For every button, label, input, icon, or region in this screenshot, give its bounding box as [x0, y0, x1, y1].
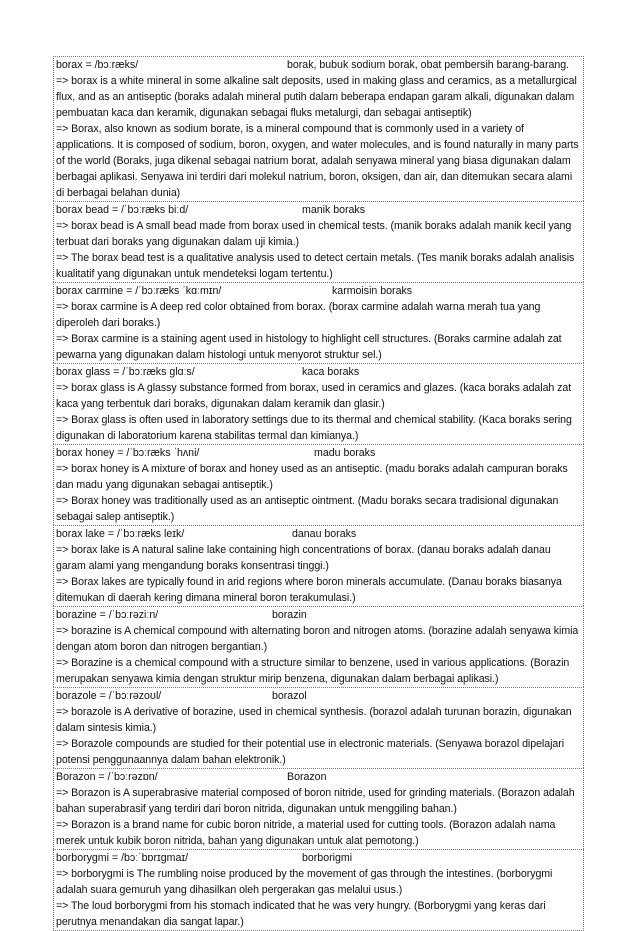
entry-definition: => Borax, also known as sodium borate, is a mineral compound that is commonly used in a variety of applications. It is composed of sodium, boron, oxygen, and water molecules, and is found naturally in many parts of the world (Boraks, juga dikenal sebagai natrium borat, adalah senyawa mineral yang biasa digunakan dalam berbagai aplikasi. Senyawa ini terdiri dari molekul natrium, boron, oksigen, dan air, dan ditemukan secara alami di berbagai belahan dunia)	[56, 123, 579, 199]
entry-definition: => borax honey is A mixture of borax and honey used as an antiseptic. (madu boraks adalah campuran boraks dan madu yang digunakan sebagai antiseptik.)	[56, 463, 568, 491]
entry-term: borax honey = /ˈbɔːræks ˈhʌni/	[56, 447, 200, 459]
entry-header	[56, 607, 582, 623]
entry-header	[56, 769, 582, 785]
entry-header	[56, 850, 582, 866]
entry-translation: borak, bubuk sodium borak, obat pembersih barang-barang.	[287, 59, 570, 71]
entry-term: borazole = /ˈbɔːrəzoʊl/	[56, 690, 162, 702]
entry-definition: => Borazon is A superabrasive material composed of boron nitride, used for grinding materials. (Borazon adalah bahan superabrasif yang terdiri dari boron nitrida, digunakan untuk menggiling bahan.)	[56, 787, 575, 815]
dictionary-entry	[53, 606, 584, 687]
entry-translation: borborigmi	[302, 852, 353, 864]
entry-definition: => Borax carmine is a staining agent used in histology to highlight cell structures. (Boraks carmine adalah zat pewarna yang digunakan dalam histologi untuk menyorot struktur sel.)	[56, 333, 562, 361]
entry-header	[56, 283, 582, 299]
entry-definition: => borazine is A chemical compound with alternating boron and nitrogen atoms. (borazine adalah senyawa kimia dengan atom boron dan nitrogen bergantian.)	[56, 625, 579, 653]
entry-term: borax carmine = /ˈbɔːræks ˈkɑːmɪn/	[56, 285, 222, 297]
entry-definition: => Borax lakes are typically found in arid regions where boron minerals accumulate. (Danau boraks biasanya ditemukan di daerah kering dimana mineral boron terakumulasi.)	[56, 576, 562, 604]
entry-term: borax = /bɔːræks/	[56, 59, 139, 71]
entry-definition: => borborygmi is The rumbling noise produced by the movement of gas through the intestines. (borborygmi adalah suara gemuruh yang dihasilkan oleh pergerakan gas melalui usus.)	[56, 868, 553, 896]
entry-translation: karmoisin boraks	[332, 285, 413, 297]
entry-translation: madu boraks	[314, 447, 376, 459]
dictionary-entry	[53, 363, 584, 444]
entry-translation: kaca boraks	[302, 366, 360, 378]
dictionary-entry	[53, 444, 584, 525]
entry-translation: borazol	[272, 690, 307, 702]
dictionary-entries	[53, 56, 584, 931]
entry-definition: => Borax glass is often used in laboratory settings due to its thermal and chemical stability. (Kaca boraks sering digunakan di laboratorium karena stabilitas termal dan kimianya.)	[56, 414, 572, 442]
dictionary-entry	[53, 768, 584, 849]
entry-header	[56, 202, 582, 218]
entry-term: borax glass = /ˈbɔːræks glɑːs/	[56, 366, 195, 378]
entry-term: borborygmi = /bɔːˈbɒrɪgmaɪ/	[56, 852, 189, 864]
entry-definition: => borax lake is A natural saline lake containing high concentrations of borax. (danau boraks adalah danau garam alami yang mengandung boraks konsentrasi tinggi.)	[56, 544, 551, 572]
entry-translation: danau boraks	[292, 528, 357, 540]
entry-definition: => Borazine is a chemical compound with a structure similar to benzene, used in various applications. (Borazin merupakan senyawa kimia dengan struktur mirip benzena, digunakan dalam berbagai aplikasi.)	[56, 657, 570, 685]
entry-definition: => Borax honey was traditionally used as an antiseptic ointment. (Madu boraks secara tradisional digunakan sebagai salep antiseptik.)	[56, 495, 559, 523]
entry-term: borax bead = /ˈbɔːræks biːd/	[56, 204, 189, 216]
entry-term: borax lake = /ˈbɔːræks leɪk/	[56, 528, 185, 540]
entry-header	[56, 445, 582, 461]
entry-definition: => Borazole compounds are studied for their potential use in electronic materials. (Senyawa borazol dipelajari potensi penggunaannya dalam bahan elektronik.)	[56, 738, 564, 766]
entry-term: Borazon = /ˈbɔːrəzɒn/	[56, 771, 158, 783]
dictionary-entry	[53, 56, 584, 201]
entry-header	[56, 364, 582, 380]
entry-definition: => borax glass is A glassy substance formed from borax, used in ceramics and glazes. (kaca boraks adalah zat kaca yang terbentuk dari boraks, digunakan dalam keramik dan glasir.)	[56, 382, 572, 410]
entry-definition: => The borax bead test is a qualitative analysis used to detect certain metals. (Tes manik boraks adalah analisis kualitatif yang digunakan untuk mendeteksi logam tertentu.)	[56, 252, 575, 280]
entry-translation: borazin	[272, 609, 307, 621]
entry-definition: => borax carmine is A deep red color obtained from borax. (borax carmine adalah warna merah tua yang diperoleh dari boraks.)	[56, 301, 541, 329]
entry-translation: manik boraks	[302, 204, 365, 216]
entry-header	[56, 688, 582, 704]
dictionary-entry	[53, 849, 584, 931]
entry-definition: => The loud borborygmi from his stomach indicated that he was very hungry. (Borborygmi yang keras dari perutnya menandakan dia sangat lapar.)	[56, 900, 546, 928]
entry-definition: => Borazon is a brand name for cubic boron nitride, a material used for cutting tools. (Borazon adalah nama merek untuk kubik boron nitrida, bahan yang digunakan untuk alat pemotong.)	[56, 819, 556, 847]
dictionary-entry	[53, 201, 584, 282]
entry-definition: => borazole is A derivative of borazine, used in chemical synthesis. (borazol adalah turunan borazin, digunakan dalam sintesis kimia.)	[56, 706, 572, 734]
dictionary-entry	[53, 282, 584, 363]
entry-term: borazine = /ˈbɔːrəziːn/	[56, 609, 159, 621]
dictionary-entry	[53, 687, 584, 768]
entry-translation: Borazon	[287, 771, 327, 783]
entry-header	[56, 526, 582, 542]
entry-definition: => borax bead is A small bead made from borax used in chemical tests. (manik boraks adalah manik kecil yang terbuat dari boraks yang digunakan dalam uji kimia.)	[56, 220, 572, 248]
dictionary-entry	[53, 525, 584, 606]
entry-header	[56, 57, 582, 73]
entry-definition: => borax is a white mineral in some alkaline salt deposits, used in making glass and ceramics, as a metallurgical flux, and as an antiseptic (boraks adalah mineral putih dalam beberapa endapan garam alkali, digunakan dalam pembuatan kaca dan keramik, digunakan sebagai fluks metalurgi, dan sebagai antiseptik)	[56, 75, 577, 119]
